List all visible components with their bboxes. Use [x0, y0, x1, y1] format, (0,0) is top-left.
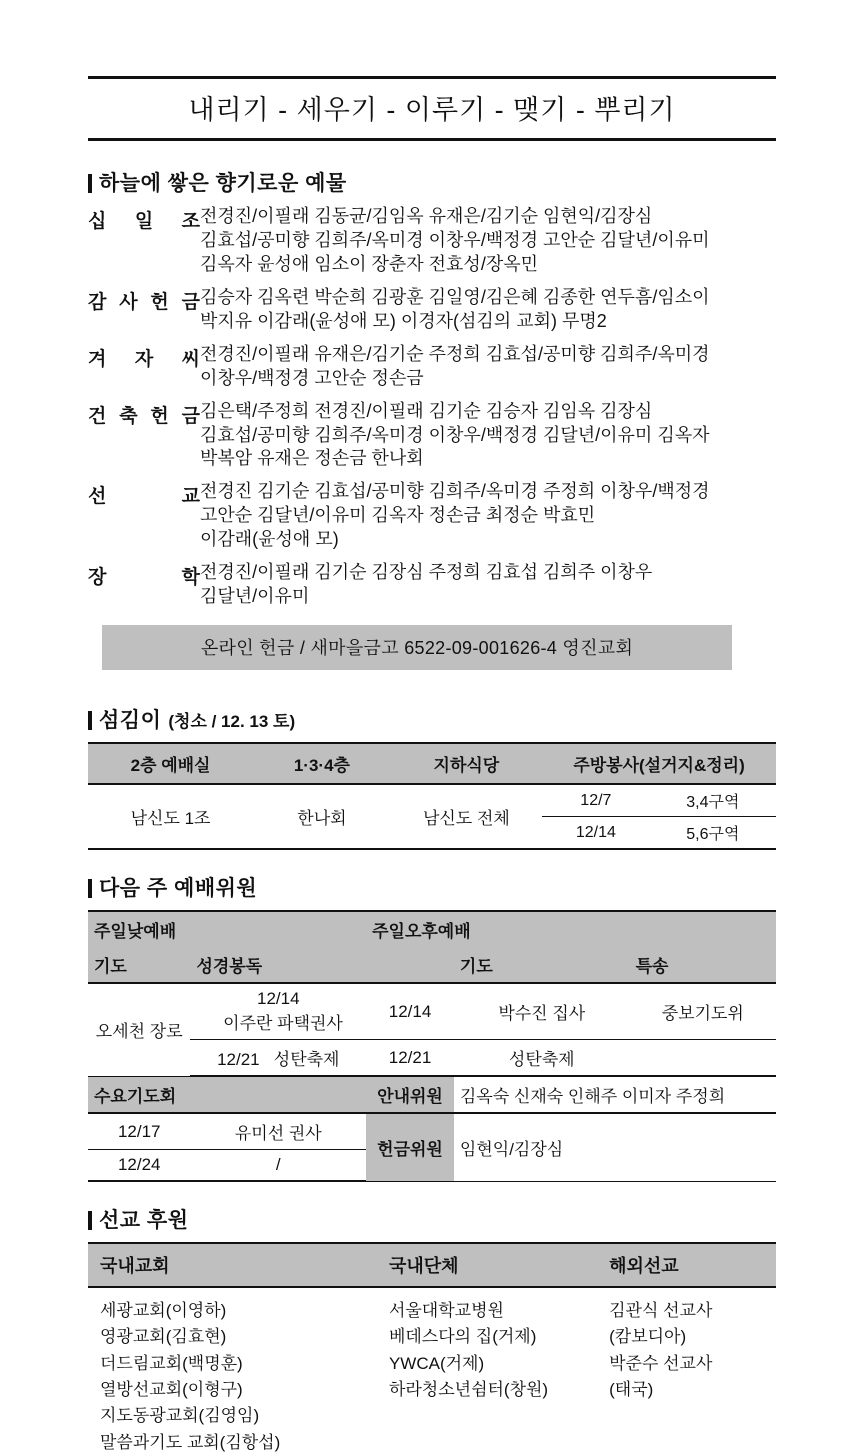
page-content — [88, 76, 776, 1456]
offering-name-line: 김효섭/공미향 김희주/옥미경 이창우/백정경 김달년/이유미 김옥자 — [200, 424, 710, 445]
service-heading-sub: (청소 / 12. 13 토) — [168, 712, 296, 732]
service-cell-floor134: 한나회 — [297, 809, 347, 829]
scripture-person: 이주란 파택권사 — [223, 1014, 343, 1034]
special-song-team — [630, 1040, 776, 1077]
offering-label-char: 축 — [119, 405, 138, 427]
offering-name-line: 김달년/이유미 — [200, 586, 310, 607]
offering-row — [88, 343, 776, 391]
col-empty — [366, 947, 454, 983]
kitchen-date: 12/7 — [542, 785, 650, 817]
table-row — [88, 911, 776, 947]
offering-row-label — [88, 343, 200, 371]
offering-label-char: 학 — [181, 567, 200, 589]
offering-row-names — [200, 343, 776, 391]
worship-heading-text: 다음 주 예배위원 — [99, 877, 258, 901]
offering-row-label — [88, 480, 200, 508]
table-row — [88, 947, 776, 983]
kitchen-subtable — [542, 785, 776, 848]
afternoon-date: 12/14 — [366, 983, 454, 1040]
table-row — [88, 1040, 776, 1077]
col-special-song: 특송 — [630, 947, 776, 983]
service-heading-text: 섬김이 — [99, 709, 162, 733]
offering-name-line: 김은택/주정희 전경진/이필래 김기순 김승자 김임옥 김장심 — [200, 400, 653, 421]
list-item: 김관식 선교사 — [609, 1301, 713, 1321]
offering-row — [88, 286, 776, 334]
list-item: 박준수 선교사 — [609, 1353, 713, 1373]
offering-row-label — [88, 561, 200, 589]
offering-row — [88, 561, 776, 609]
wednesday-person: 유미선 권사 — [190, 1113, 366, 1150]
offering-row-names — [200, 205, 776, 277]
table-header-row — [88, 743, 776, 784]
offering-row — [88, 205, 776, 277]
offering-committee-label: 헌금위원 — [366, 1113, 454, 1181]
wednesday-date: 12/24 — [88, 1150, 190, 1182]
banner — [88, 76, 776, 141]
col-prayer-day: 기도 — [88, 947, 190, 983]
table-row-divider — [88, 848, 776, 849]
offering-name-line: 김효섭/공미향 김희주/옥미경 이창우/백정경 고안순 김달년/이유미 — [200, 229, 710, 250]
offering-heading-text: 하늘에 쌓은 향기로운 예물 — [99, 172, 347, 195]
offering-name-line: 박지유 이감래(윤성애 모) 이경자(섬김의 교회) 무명2 — [200, 310, 607, 331]
service-cell-basement: 남신도 전체 — [422, 809, 510, 829]
offering-row-label — [88, 205, 200, 233]
mission-cell-overseas — [597, 1287, 776, 1456]
section-bar-icon — [88, 174, 92, 193]
offering-label-char: 금 — [181, 405, 200, 427]
sunday-day-label: 주일낮예배 — [88, 911, 366, 947]
list-item: (캄보디아) — [609, 1327, 687, 1347]
offering-label-char: 장 — [88, 567, 107, 589]
kitchen-date: 12/14 — [575, 823, 616, 841]
offering-label-char: 십 — [88, 211, 107, 232]
mission-cell-domestic-orgs — [377, 1287, 597, 1456]
list-item: 베데스다의 집(거제) — [388, 1327, 537, 1347]
service-col-basement: 지하식당 — [391, 743, 542, 784]
offering-name-line: 전경진/이필래 김동균/김임옥 유재은/김기순 임현익/김장심 — [200, 206, 653, 226]
col-prayer-afternoon: 기도 — [454, 947, 630, 983]
offering-name-line: 전경진/이필래 김기순 김장심 주정희 김효섭 김희주 이창우 — [200, 562, 653, 583]
mission-col-overseas: 해외선교 — [597, 1243, 776, 1287]
wednesday-person: / — [190, 1150, 366, 1182]
scripture-date: 12/21 성탄축제 — [190, 1040, 366, 1077]
service-col-floor2: 2층 예배실 — [88, 743, 253, 784]
table-row — [542, 785, 776, 817]
worship-section-heading — [88, 872, 776, 902]
mission-heading-text: 선교 후원 — [99, 1209, 189, 1233]
table-row — [88, 1113, 776, 1150]
service-col-floor134: 1·3·4층 — [253, 743, 391, 784]
mission-table — [88, 1242, 776, 1456]
banner-title: 내리기 - 세우기 - 이루기 - 맺기 - 뿌리기 — [188, 95, 676, 125]
table-row — [88, 1287, 776, 1456]
list-item: (태국) — [609, 1380, 654, 1400]
service-table — [88, 742, 776, 850]
offering-label-char: 겨 — [88, 348, 107, 370]
offering-label-char: 일 — [134, 211, 154, 232]
list-item: 세광교회(이영하) — [100, 1301, 227, 1321]
table-row — [88, 1076, 776, 1113]
offering-row — [88, 400, 776, 472]
offering-row-label — [88, 400, 200, 428]
afternoon-prayer-person: 박수진 집사 — [454, 983, 630, 1040]
section-bar-icon — [88, 1211, 92, 1230]
table-row — [88, 983, 776, 1040]
afternoon-date: 12/21 — [366, 1040, 454, 1077]
offering-label-char: 헌 — [150, 291, 169, 313]
offering-name-line: 박복암 유재은 정손금 한나회 — [200, 448, 424, 469]
service-section-heading — [88, 704, 776, 734]
service-cell-kitchen — [542, 784, 776, 848]
list-item: 영광교회(김효현) — [100, 1327, 227, 1347]
table-row — [542, 817, 776, 849]
offering-row-label — [88, 286, 200, 314]
offering-section-heading — [88, 167, 776, 197]
offering-label-char: 헌 — [150, 405, 169, 427]
offering-label-char: 선 — [88, 486, 107, 508]
offering-name-line: 전경진 김기순 김효섭/공미향 김희주/옥미경 주정희 이창우/백정경 — [200, 481, 710, 502]
mission-cell-domestic-churches — [88, 1287, 377, 1456]
offering-label-char: 교 — [181, 486, 200, 508]
mission-col-domestic-churches: 국내교회 — [88, 1243, 377, 1287]
offering-name-line: 고안순 김달년/이유미 김옥자 정손금 최정순 박효민 — [200, 505, 596, 526]
offering-label-char: 감 — [88, 291, 107, 313]
offering-label-char: 자 — [134, 348, 154, 370]
scripture-date: 12/14 이주란 파택권사 — [190, 983, 366, 1040]
afternoon-prayer-person: 성탄축제 — [454, 1040, 630, 1077]
offering-name-line: 이창우/백정경 고안순 정손금 — [200, 367, 424, 388]
offering-list — [88, 205, 776, 609]
guide-committee-label: 안내위원 — [366, 1076, 454, 1113]
table-header-row — [88, 1243, 776, 1287]
list-item: 말씀과기도 교회(김항섭) — [100, 1432, 281, 1452]
offering-row-names — [200, 561, 776, 609]
offering-row-names — [200, 286, 776, 334]
offering-row-names — [200, 400, 776, 472]
offering-label-char: 조 — [181, 211, 200, 232]
scripture-person: 성탄축제 — [273, 1050, 340, 1070]
list-item: 하라청소년쉼터(창원) — [388, 1380, 549, 1400]
offering-name-line: 이감래(윤성애 모) — [200, 529, 339, 550]
offering-row — [88, 480, 776, 552]
wednesday-date: 12/17 — [88, 1113, 190, 1150]
offering-committee-people: 임현익/김장심 — [454, 1113, 776, 1181]
col-scripture: 성경봉독 — [190, 947, 366, 983]
service-cell-floor2: 남신도 1조 — [130, 809, 211, 829]
offering-row-names — [200, 480, 776, 552]
kitchen-zone: 3,4구역 — [650, 785, 776, 817]
mission-section-heading — [88, 1204, 776, 1234]
list-item: 지도동광교회(김영임) — [100, 1406, 260, 1426]
offering-label-char: 씨 — [181, 348, 200, 370]
worship-table — [88, 910, 776, 1182]
section-bar-icon — [88, 711, 92, 730]
offering-label-char: 금 — [181, 291, 200, 313]
day-prayer-person: 오세천 장로 — [88, 983, 190, 1076]
offering-name-line: 김승자 김옥련 박순희 김광훈 김일영/김은혜 김종한 연두흠/임소이 — [200, 286, 710, 307]
sunday-afternoon-label: 주일오후예배 — [366, 911, 776, 947]
section-bar-icon — [88, 879, 92, 898]
kitchen-zone: 5,6구역 — [686, 826, 740, 844]
mission-col-domestic-orgs: 국내단체 — [377, 1243, 597, 1287]
special-song-team: 중보기도위 — [630, 983, 776, 1040]
wednesday-prayer-label: 수요기도회 — [88, 1076, 366, 1113]
list-item: 더드림교회(백명훈) — [100, 1353, 243, 1373]
offering-label-char: 건 — [88, 405, 107, 427]
offering-name-line: 김옥자 윤성애 임소이 장춘자 전효성/장옥민 — [200, 253, 538, 274]
offering-label-char: 사 — [119, 291, 138, 313]
offering-name-line: 전경진/이필래 유재은/김기순 주정희 김효섭/공미향 김희주/옥미경 — [200, 343, 710, 364]
service-col-kitchen: 주방봉사(설거지&정리) — [542, 743, 776, 784]
online-offering-banner: 온라인 헌금 / 새마을금고 6522-09-001626-4 영진교회 — [102, 625, 732, 670]
list-item: 서울대학교병원 — [388, 1301, 504, 1321]
guide-committee-people: 김옥숙 신재숙 인해주 이미자 주정희 — [454, 1076, 776, 1113]
list-item: YWCA(거제) — [388, 1353, 485, 1373]
table-row — [88, 784, 776, 848]
list-item: 열방선교회(이형구) — [100, 1380, 243, 1400]
